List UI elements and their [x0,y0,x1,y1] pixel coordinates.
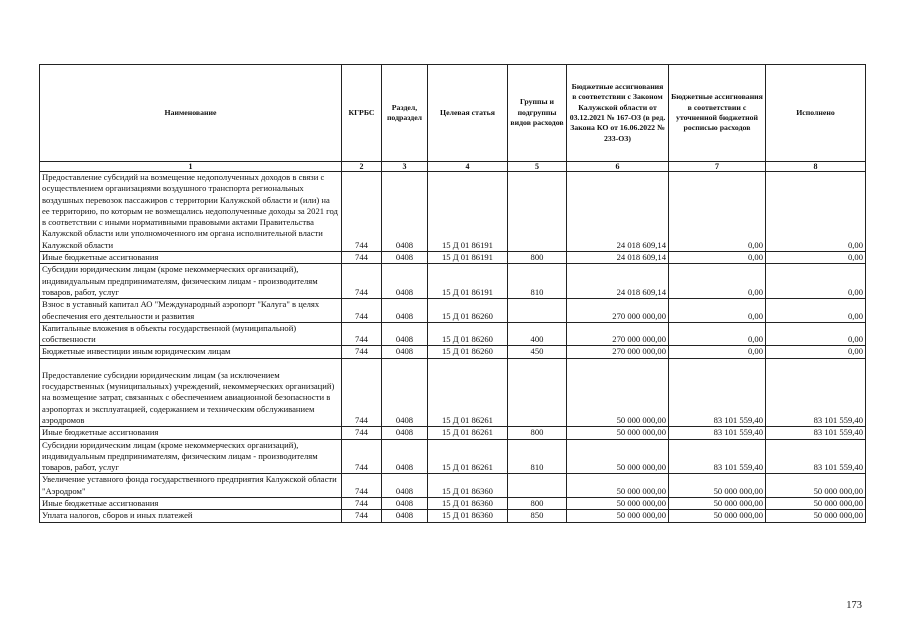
table-row [40,439,866,474]
row-expense-type [508,299,567,323]
row-law-amount: 50 000 000,00 [567,439,669,474]
row-executed-amount: 83 101 559,40 [766,427,866,439]
row-executed-amount: 0,00 [766,322,866,346]
row-law-amount: 270 000 000,00 [567,346,669,358]
column-number: 7 [669,162,766,172]
column-number: 1 [40,162,342,172]
row-law-amount: 24 018 609,14 [567,264,669,299]
budget-execution-table [39,64,866,523]
row-name: Иные бюджетные ассигнования [40,427,342,439]
table-row [40,510,866,522]
row-roster-amount: 0,00 [669,264,766,299]
row-roster-amount: 0,00 [669,346,766,358]
row-expense-type [508,172,567,252]
row-expense-type: 450 [508,346,567,358]
row-target-article: 15 Д 01 86191 [428,252,508,264]
table-row [40,346,866,358]
row-expense-type [508,358,567,426]
row-section: 0408 [382,474,428,498]
table-header-row [40,65,866,162]
row-roster-amount: 0,00 [669,322,766,346]
column-number: 5 [508,162,567,172]
row-expense-type: 850 [508,510,567,522]
row-section: 0408 [382,427,428,439]
row-target-article: 15 Д 01 86360 [428,510,508,522]
header-roster-allocations: Бюджетные ассигнования в соответствии с уточненной бюджетной росписью расходов [669,65,766,162]
row-law-amount: 50 000 000,00 [567,358,669,426]
table-row [40,474,866,498]
row-name: Увеличение уставного фонда государственного предприятия Калужской области "Аэродром" [40,474,342,498]
row-target-article: 15 Д 01 86191 [428,172,508,252]
row-expense-type: 800 [508,498,567,510]
row-section: 0408 [382,172,428,252]
row-law-amount: 24 018 609,14 [567,172,669,252]
row-law-amount: 270 000 000,00 [567,299,669,323]
row-section: 0408 [382,299,428,323]
table-row [40,322,866,346]
row-expense-type: 800 [508,427,567,439]
row-kgrbs: 744 [342,299,382,323]
row-executed-amount: 0,00 [766,264,866,299]
row-roster-amount: 0,00 [669,252,766,264]
row-roster-amount: 0,00 [669,172,766,252]
row-expense-type: 800 [508,252,567,264]
row-law-amount: 50 000 000,00 [567,474,669,498]
row-kgrbs: 744 [342,264,382,299]
row-law-amount: 50 000 000,00 [567,498,669,510]
row-expense-type: 400 [508,322,567,346]
row-roster-amount: 83 101 559,40 [669,439,766,474]
table-row [40,498,866,510]
row-roster-amount: 50 000 000,00 [669,498,766,510]
row-name: Иные бюджетные ассигнования [40,498,342,510]
table-row [40,252,866,264]
row-roster-amount: 83 101 559,40 [669,358,766,426]
row-kgrbs: 744 [342,427,382,439]
row-target-article: 15 Д 01 86261 [428,439,508,474]
row-target-article: 15 Д 01 86360 [428,498,508,510]
column-number: 6 [567,162,669,172]
row-target-article: 15 Д 01 86261 [428,358,508,426]
row-kgrbs: 744 [342,474,382,498]
row-expense-type: 810 [508,439,567,474]
column-number: 8 [766,162,866,172]
row-expense-type [508,474,567,498]
row-name: Предоставление субсидий на возмещение недополученных доходов в связи с осуществлением организациями воздушного транспорта региональных воздушных перевозок пассажиров с территории Калужской области и (или) на ее территорию, по которым не возмещались недополученные доходы за 2021 год в соответствии с иными нормативными правовыми актами Правительства Калужской области или уполномоченного им органа исполнительной власти Калужской области [40,172,342,252]
row-kgrbs: 744 [342,252,382,264]
row-target-article: 15 Д 01 86261 [428,427,508,439]
row-law-amount: 50 000 000,00 [567,427,669,439]
row-kgrbs: 744 [342,510,382,522]
row-name: Субсидии юридическим лицам (кроме некоммерческих организаций), индивидуальным предпринимателям, физическим лицам - производителям товаров, работ, услуг [40,264,342,299]
header-section: Раздел, подраздел [382,65,428,162]
row-name: Субсидии юридическим лицам (кроме некоммерческих организаций), индивидуальным предпринимателям, физическим лицам - производителям товаров, работ, услуг [40,439,342,474]
table-row [40,299,866,323]
column-number: 3 [382,162,428,172]
row-roster-amount: 50 000 000,00 [669,510,766,522]
header-law-allocations: Бюджетные ассигнования в соответствии с Законом Калужской области от 03.12.2021 № 167-ОЗ (в ред. Закона КО от 16.06.2022 № 233-ОЗ) [567,65,669,162]
row-executed-amount: 50 000 000,00 [766,510,866,522]
row-kgrbs: 744 [342,346,382,358]
row-executed-amount: 0,00 [766,172,866,252]
row-name: Капитальные вложения в объекты государственной (муниципальной) собственности [40,322,342,346]
header-expense-type: Группы и подгруппы видов расходов [508,65,567,162]
row-executed-amount: 83 101 559,40 [766,358,866,426]
table-row [40,358,866,426]
row-section: 0408 [382,322,428,346]
header-executed: Исполнено [766,65,866,162]
row-target-article: 15 Д 01 86360 [428,474,508,498]
row-executed-amount: 83 101 559,40 [766,439,866,474]
row-kgrbs: 744 [342,358,382,426]
row-target-article: 15 Д 01 86191 [428,264,508,299]
row-executed-amount: 0,00 [766,299,866,323]
row-law-amount: 24 018 609,14 [567,252,669,264]
page-number: 173 [846,600,862,611]
header-target-article: Целевая статья [428,65,508,162]
row-name-text: Предоставление субсидии юридическим лицам (за исключением государственных (муниципальных) учреждений, некоммерческих организаций) на возмещение затрат, связанных с обеспечением авиационной безопасности в аэропортах и эксплуатацией, содержанием и техническим обслуживанием аэродромов [42,369,335,425]
column-number-row [40,162,866,172]
row-name: Взнос в уставный капитал АО "Международный аэропорт "Калуга" в целях обеспечения его деятельности и развития [40,299,342,323]
row-roster-amount: 50 000 000,00 [669,474,766,498]
row-target-article: 15 Д 01 86260 [428,299,508,323]
row-kgrbs: 744 [342,439,382,474]
row-section: 0408 [382,346,428,358]
row-section: 0408 [382,358,428,426]
row-law-amount: 270 000 000,00 [567,322,669,346]
row-kgrbs: 744 [342,322,382,346]
row-executed-amount: 50 000 000,00 [766,474,866,498]
row-name [40,358,342,426]
row-executed-amount: 50 000 000,00 [766,498,866,510]
row-section: 0408 [382,252,428,264]
row-name: Уплата налогов, сборов и иных платежей [40,510,342,522]
column-number: 2 [342,162,382,172]
row-kgrbs: 744 [342,498,382,510]
row-roster-amount: 0,00 [669,299,766,323]
row-section: 0408 [382,439,428,474]
row-roster-amount: 83 101 559,40 [669,427,766,439]
header-name: Наименование [40,65,342,162]
row-executed-amount: 0,00 [766,252,866,264]
table-row [40,427,866,439]
row-name: Бюджетные инвестиции иным юридическим лицам [40,346,342,358]
table-row [40,172,866,252]
row-section: 0408 [382,498,428,510]
header-kgrbs: КГРБС [342,65,382,162]
row-section: 0408 [382,510,428,522]
row-name: Иные бюджетные ассигнования [40,252,342,264]
row-target-article: 15 Д 01 86260 [428,346,508,358]
row-executed-amount: 0,00 [766,346,866,358]
row-expense-type: 810 [508,264,567,299]
row-target-article: 15 Д 01 86260 [428,322,508,346]
column-number: 4 [428,162,508,172]
row-section: 0408 [382,264,428,299]
row-law-amount: 50 000 000,00 [567,510,669,522]
row-kgrbs: 744 [342,172,382,252]
table-row [40,264,866,299]
